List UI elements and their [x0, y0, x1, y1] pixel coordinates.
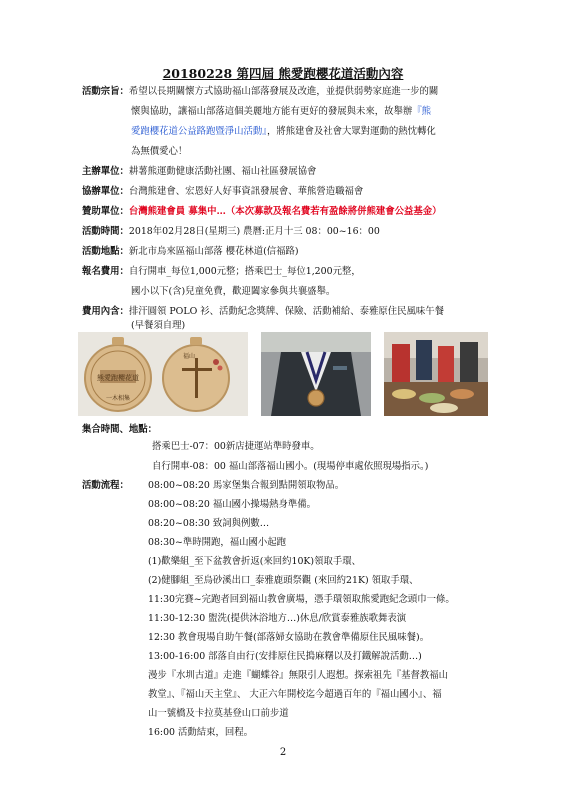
flow-item: 16:00 活動結束，回程。	[148, 727, 253, 738]
organizer-row	[82, 166, 316, 178]
flow-item: 12:30 教會現場自助午餐(部落婦女協助在教會準備原住民風味餐)。	[148, 632, 430, 643]
flow-item: 11:30-12:30 盥洗(提供沐浴地方…)休息/欣賞泰雅族歌舞表演	[148, 613, 407, 624]
fee-includes-row	[82, 306, 444, 318]
flow-item: 11:30完賽~完跑者回到福山教會廣場，憑手環領取熊愛跑紀念頭巾一條。	[148, 594, 455, 605]
sponsor-value: 台灣熊建會員 募集中…（本次募款及報名費若有盈餘將併熊建會公益基金）	[128, 206, 442, 217]
fee-row	[82, 266, 361, 278]
medal-photo	[78, 332, 248, 416]
purpose-highlight-a: 『熊	[412, 106, 432, 117]
medal-text-2: 福山	[183, 353, 196, 360]
purpose-row-3	[131, 126, 436, 138]
fee-label: 報名費用：	[82, 266, 129, 277]
sponsor-label: 贊助單位：	[82, 206, 129, 217]
meeting-label: 集合時間、地點：	[82, 424, 158, 435]
lunch-photo	[384, 332, 488, 416]
sponsor-row	[82, 206, 442, 218]
co-organizer-row	[82, 186, 363, 198]
fee-line-1: 自行開車_每位1,000元整；搭乘巴士_每位1,200元整，	[128, 266, 361, 277]
date-value: 2018年02月28日(星期三) 農曆:正月十三 08：00~16：00	[128, 226, 380, 237]
fee-row-2	[131, 286, 335, 298]
fee-line-2: 國小以下(含)兒童免費，歡迎闔家參與共襄盛舉。	[131, 286, 336, 297]
purpose-line-4: 為無價愛心！	[131, 146, 188, 157]
flow-label: 活動流程：	[82, 480, 129, 491]
meeting-line-2: 自行開車-08：00 福山部落福山國小。(現場停車處依照現場指示。)	[152, 461, 429, 472]
medal-text-1: 熊愛跑櫻花道	[97, 374, 139, 382]
page-number: 2	[279, 747, 287, 758]
purpose-row-4	[131, 146, 187, 158]
flow-item: 13:00-16:00 部落自由行(安排原住民搗麻糬以及打鐵解說活動…)	[148, 651, 422, 662]
medal-text-3: 一木相集	[105, 395, 131, 402]
location-row	[82, 246, 299, 258]
purpose-line-3: ，將熊建會及社會大眾對運動的熱忱轉化	[266, 126, 436, 137]
location-value: 新北市烏來區福山部落 櫻花林道(信福路)	[128, 246, 299, 257]
medal-image	[78, 332, 248, 416]
date-label: 活動時間：	[82, 226, 129, 237]
photo-strip	[78, 332, 488, 416]
co-organizer-value: 台灣熊建會、宏恩好人好事資訊發展會、華熊營造職福會	[128, 186, 364, 197]
flow-item: 漫步『水圳古道』走進『蝴蝶谷』無限引人遐想。探索祖先『基督教福山	[148, 670, 449, 681]
flow-row	[82, 480, 129, 492]
purpose-highlight-b: 愛跑櫻花道公益路跑暨淨山活動』	[131, 126, 267, 137]
flow-item: (2)健腳組_至烏砂溪出口_泰雅鹿頭祭觀 (來回約21K) 領取手環、	[148, 575, 419, 586]
flow-item: 08:20~08:30 致詞與例數…	[148, 518, 270, 529]
flow-item: 教堂』、『福山天主堂』、 大正六年開校迄今超過百年的『福山國小』、福	[148, 689, 442, 700]
page-title: 20180228 第四屆 熊愛跑櫻花道活動內容	[162, 66, 404, 81]
organizer-label: 主辦單位：	[82, 166, 129, 177]
organizer-value: 耕薯熊運動健康活動社團、福山社區發展協會	[128, 166, 317, 177]
flow-item: 08:00~08:20 福山國小操場熱身準備。	[148, 499, 316, 510]
purpose-label: 活動宗旨：	[82, 86, 129, 97]
flow-item: 08:30~準時開跑，福山國小起跑	[148, 537, 286, 548]
fee-includes-line-1: 排汗圓領 POLO 衫、活動紀念獎牌、保險、活動補給、泰雅原住民風味午餐	[128, 306, 445, 317]
purpose-row-2	[131, 106, 431, 118]
purpose-row-1	[82, 86, 438, 98]
lunch-image	[384, 332, 488, 416]
flow-item: 山一號橋及卡拉莫基登山口前步道	[148, 708, 289, 719]
purpose-line-1: 希望以長期關懷方式協助福山部落發展及改進，並提供弱勢家庭進一步的關	[128, 86, 439, 97]
purpose-line-2: 懷與協助，讓福山部落這個美麗地方能有更好的發展與未來，故舉辦	[131, 106, 413, 117]
flow-item: (1)歡樂組_至下盆教會折返(來回約10K)領取手環、	[148, 556, 361, 567]
fee-includes-row-2	[131, 320, 185, 332]
runner-image	[261, 332, 371, 416]
location-label: 活動地點：	[82, 246, 129, 257]
date-row	[82, 226, 380, 238]
flow-item: 08:00~08:20 馬家堡集合報到點開領取物品。	[148, 480, 345, 491]
fee-includes-line-2: (早餐須自理)	[131, 320, 186, 331]
meeting-line-1: 搭乘巴士-07：00新店捷運站準時發車。	[152, 441, 320, 452]
meeting-row	[82, 424, 157, 436]
runner-photo	[261, 332, 371, 416]
co-organizer-label: 協辦單位：	[82, 186, 129, 197]
fee-includes-label: 費用內含：	[82, 306, 129, 317]
